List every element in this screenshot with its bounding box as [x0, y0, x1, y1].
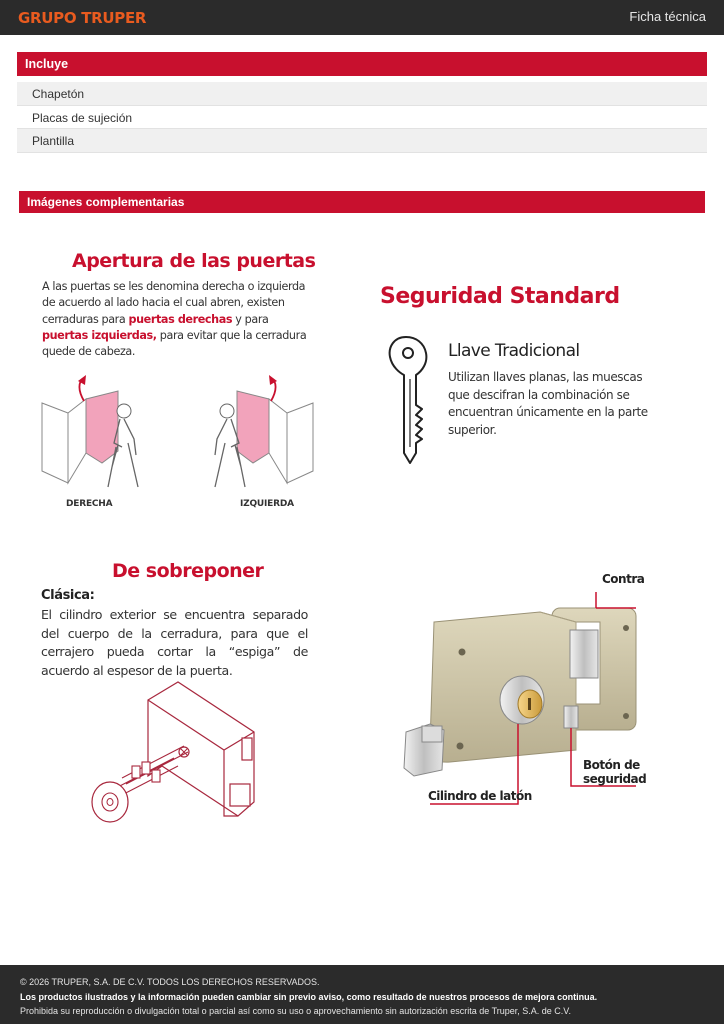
key-icon [388, 335, 438, 465]
section-header-incluye: Incluye [17, 52, 707, 76]
highlight-puertas-derechas: puertas derechas [128, 312, 233, 326]
includes-list [17, 82, 707, 153]
list-item: Chapetón [17, 82, 707, 106]
door-right-icon [40, 383, 150, 493]
section-header-imagenes: Imágenes complementarias [19, 191, 705, 213]
llave-description: Utilizan llaves planas, las muescas que descifran la combinación se encuentran únicamente en la parte superior. [448, 370, 648, 437]
list-item: Placas de sujeción [17, 106, 707, 130]
callout-boton-seguridad [583, 758, 646, 786]
llave-title: Llave Tradicional [448, 341, 580, 361]
brand-logo: GRUPO TRUPER [18, 9, 147, 27]
clasica-subtitle: Clásica: [41, 588, 95, 603]
top-bar [0, 0, 724, 35]
apertura-text-3: para evitar que la cerradura quede de cabeza. [42, 328, 307, 359]
seguridad-title: Seguridad Standard [380, 284, 620, 309]
clasica-description: El cilindro exterior se encuentra separado del cuerpo de la cerradura, para que el cerrajero pueda cortar la “espiga” de acuerdo al espesor de la puerta. [41, 607, 308, 678]
callout-boton-line-2: seguridad [583, 772, 647, 786]
callout-contra: Contra [602, 572, 645, 586]
footer [0, 965, 724, 1024]
footer-notice: Los productos ilustrados y la información pueden cambiar sin previo aviso, como resultado de nuestros procesos de mejora continua. [20, 991, 598, 1002]
apertura-text-1: A las puertas se les denomina derecha o izquierda de acuerdo al lado hacia el cual abren, existen cerraduras para [42, 280, 306, 326]
callout-cilindro: Cilindro de latón [428, 789, 532, 803]
list-item: Plantilla [17, 129, 707, 153]
document-type: Ficha técnica [629, 9, 706, 24]
apertura-title: Apertura de las puertas [72, 250, 316, 272]
sobreponer-title: De sobreponer [112, 560, 264, 582]
footer-copyright: © 2026 TRUPER, S.A. DE C.V. TODOS LOS DERECHOS RESERVADOS. [20, 977, 320, 987]
door-left-icon [205, 383, 315, 493]
highlight-puertas-izquierdas: puertas izquierdas, [42, 328, 157, 342]
footer-legal: Prohibida su reproducción o divulgación total o parcial así como su uso o aprovechamiento sin autorización escrita de Truper, S.A. de C.V. [20, 1006, 571, 1016]
lock-exploded-icon [88, 680, 260, 826]
apertura-text-2: y para [232, 312, 269, 326]
label-derecha: DERECHA [66, 499, 113, 509]
lock-photo [400, 600, 640, 780]
label-izquierda: IZQUIERDA [240, 499, 294, 509]
callout-boton-line-1: Botón de [583, 758, 640, 772]
apertura-description [42, 279, 314, 360]
